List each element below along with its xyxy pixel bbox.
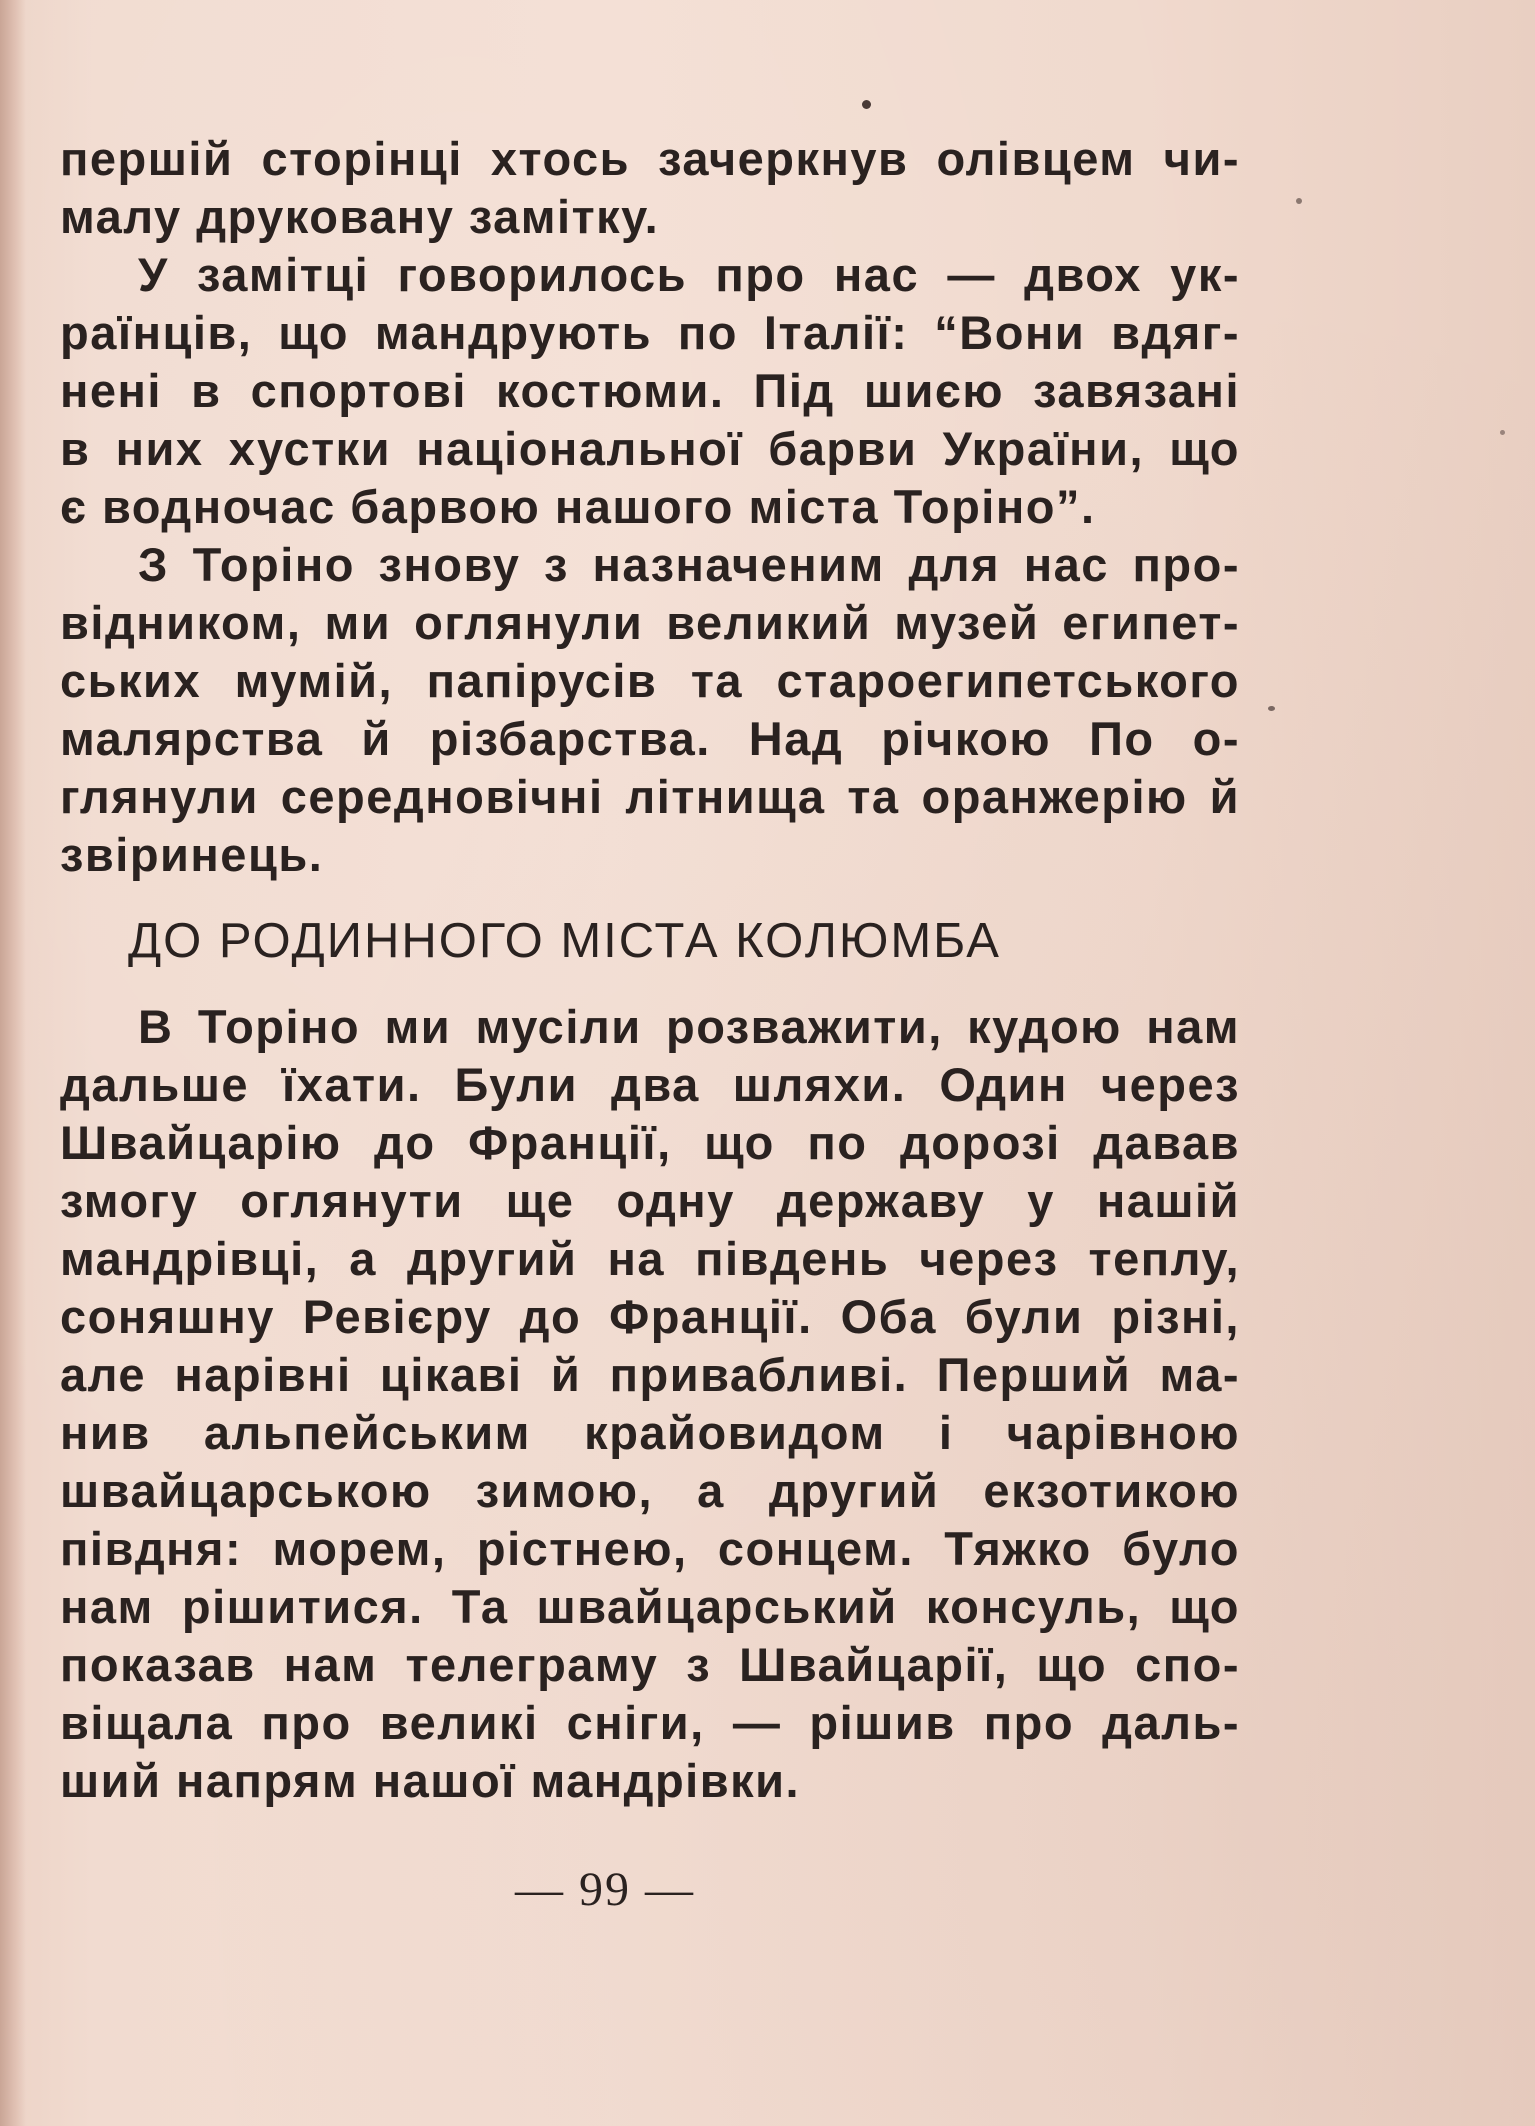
text-line: звіринець. xyxy=(60,828,324,881)
text-line: віщала про великі сніги, — рішив про даль- xyxy=(60,1696,1240,1749)
text-line: змогу оглянути ще одну державу у нашій xyxy=(60,1174,1240,1227)
ink-speck xyxy=(862,100,871,109)
text-line: глянули середновічні літнища та оранжерію й xyxy=(60,770,1240,823)
ink-speck xyxy=(1296,198,1302,204)
page-binding-edge xyxy=(0,0,26,2126)
text-line: швайцарською зимою, а другий екзотикою xyxy=(60,1464,1240,1517)
text-line: півдня: морем, рістнею, сонцем. Тяжко було xyxy=(60,1522,1240,1575)
paragraph-4 xyxy=(60,998,1240,1810)
text-line: ських мумій, папірусів та староегипетського xyxy=(60,654,1240,707)
text-line: нені в спортові костюми. Під шиєю завязані xyxy=(60,364,1240,417)
text-line: але нарівні цікаві й привабливі. Перший ма- xyxy=(60,1348,1240,1401)
text-line: У замітці говорилось про нас — двох ук- xyxy=(138,248,1240,301)
text-line: В Торіно ми мусіли розважити, кудою нам xyxy=(138,1000,1240,1053)
text-line: ший напрям нашої мандрівки. xyxy=(60,1754,801,1807)
text-line: першій сторінці хтось зачеркнув олівцем чи- xyxy=(60,132,1240,185)
text-line: нив альпейським крайовидом і чарівною xyxy=(60,1406,1240,1459)
text-line: нам рішитися. Та швайцарський консуль, що xyxy=(60,1580,1240,1633)
text-line: є водночас барвою нашого міста Торіно”. xyxy=(60,480,1096,533)
paragraph-1 xyxy=(60,130,1240,246)
text-line: раїнців, що мандрують по Італії: “Вони вдяг- xyxy=(60,306,1240,359)
body-text xyxy=(60,130,1240,1810)
text-line: соняшну Ревієру до Франції. Оба були різні, xyxy=(60,1290,1240,1343)
text-line: З Торіно знову з назначеним для нас про- xyxy=(138,538,1240,591)
paragraph-2 xyxy=(60,246,1240,536)
text-line: відником, ми оглянули великий музей египет- xyxy=(60,596,1240,649)
text-line: дальше їхати. Були два шляхи. Один через xyxy=(60,1058,1240,1111)
text-line: малярства й різбарства. Над річкою По о- xyxy=(60,712,1240,765)
text-line: в них хустки національної барви України, що xyxy=(60,422,1240,475)
page-number: — 99 — xyxy=(515,1863,695,1916)
ink-speck xyxy=(1500,430,1505,435)
text-line: Швайцарію до Франції, що по дорозі давав xyxy=(60,1116,1240,1169)
section-heading: ДО РОДИННОГО МІСТА КОЛЮМБА xyxy=(128,914,1001,968)
paragraph-3 xyxy=(60,536,1240,884)
text-line: мандрівці, а другий на південь через теплу, xyxy=(60,1232,1240,1285)
ink-speck xyxy=(1268,706,1275,711)
text-line: малу друковану замітку. xyxy=(60,190,660,243)
text-line: показав нам телеграму з Швайцарії, що спо- xyxy=(60,1638,1240,1691)
